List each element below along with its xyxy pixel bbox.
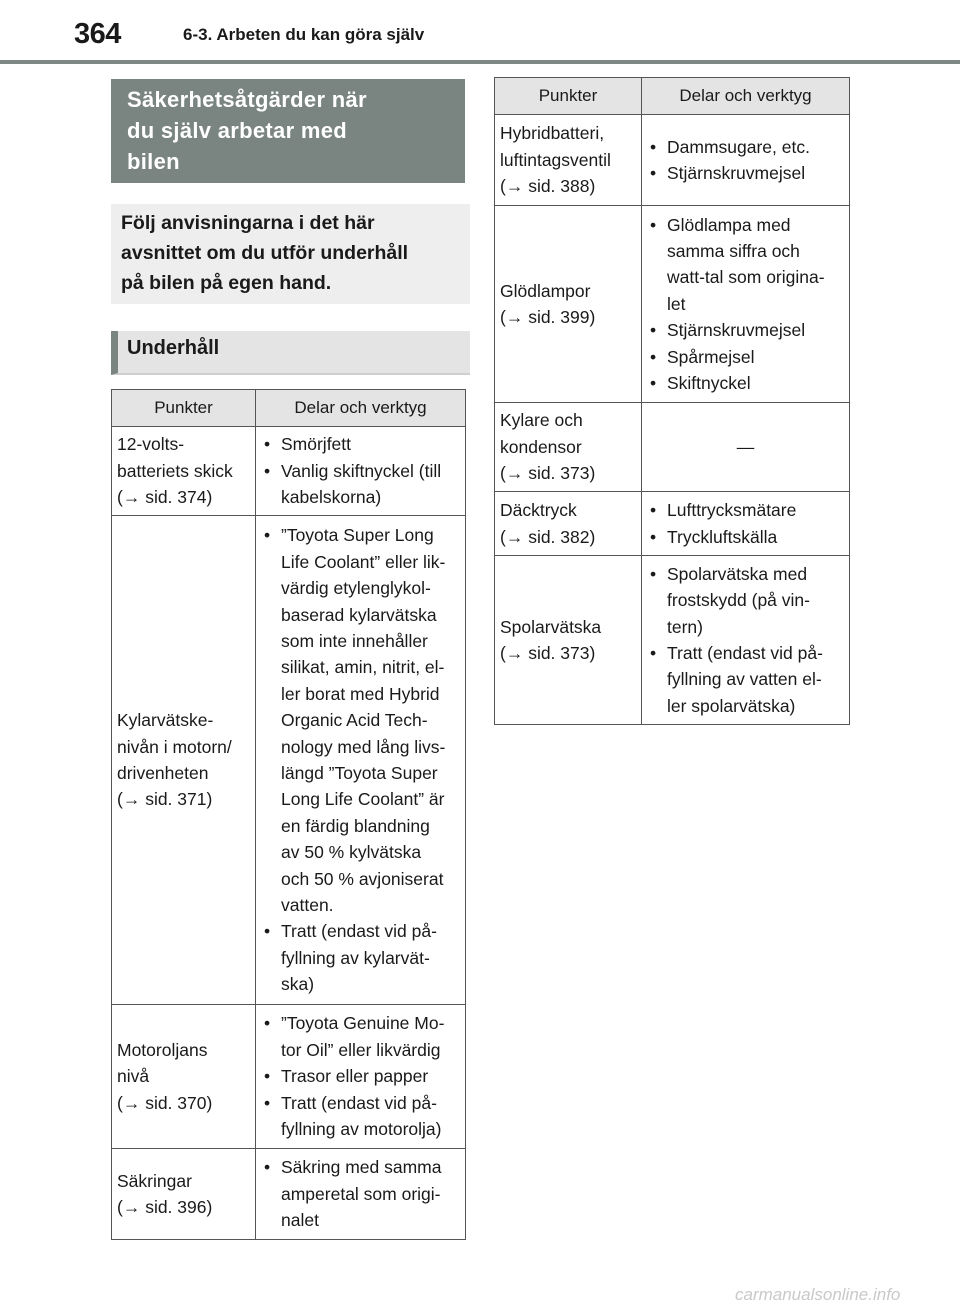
- tool-line: • Stjärnskruvmejsel: [667, 163, 806, 183]
- table-row: [495, 403, 850, 492]
- safety-heading-box: [111, 79, 465, 183]
- item-line: Kylarvätske-: [117, 710, 214, 731]
- tool-line: • ”Toyota Genuine Mo-: [281, 1013, 445, 1034]
- tool-line: • Tratt (endast vid på-: [667, 643, 823, 663]
- maintenance-subheading: Underhåll: [111, 331, 470, 375]
- item-line: nivå: [117, 1066, 150, 1087]
- tools-list: [650, 497, 846, 550]
- table-row: [495, 206, 850, 403]
- item-line: (→ sid. 373): [500, 643, 596, 663]
- table-row: [112, 516, 466, 1005]
- tools-cell: [642, 492, 850, 556]
- item-line: Hybridbatteri,: [500, 123, 605, 144]
- item-cell: [495, 115, 642, 206]
- tool-line: Organic Acid Tech-: [281, 710, 428, 731]
- table-row: [112, 427, 466, 516]
- list-item: [650, 561, 846, 640]
- list-item: [264, 431, 462, 457]
- tool-line: samma siffra och: [667, 240, 800, 261]
- item-line: (→ sid. 374): [117, 487, 213, 508]
- list-item: [264, 1010, 462, 1063]
- tools-cell: [642, 115, 850, 206]
- item-line: nivån i motorn/: [117, 736, 232, 757]
- tool-line: baserad kylarvätska: [281, 604, 437, 625]
- list-item: [650, 370, 846, 396]
- tools-cell-empty: —: [642, 403, 850, 492]
- intro-box: [111, 204, 470, 304]
- tools-list: [650, 134, 846, 187]
- tool-line: • Spårmejsel: [667, 346, 755, 367]
- tool-line: • Lufttrycksmätare: [667, 500, 797, 521]
- tools-cell: [256, 516, 466, 1005]
- item-line: batteriets skick: [117, 460, 233, 481]
- list-item: [264, 1154, 462, 1233]
- item-line: drivenheten: [117, 763, 209, 783]
- tool-line: av 50 % kylvätska: [281, 842, 422, 863]
- list-item: [264, 458, 462, 511]
- table-row: [112, 1005, 466, 1149]
- item-cell: [112, 1149, 256, 1240]
- tool-line: vatten.: [281, 895, 334, 916]
- tool-line: • Tratt (endast vid på-: [281, 921, 437, 942]
- tools-cell: [642, 206, 850, 403]
- safety-heading-line: bilen: [127, 149, 180, 174]
- list-item: [264, 1090, 462, 1143]
- tools-cell: [256, 1149, 466, 1240]
- tool-line: ler spolarvätska): [667, 695, 796, 716]
- tools-cell: [256, 427, 466, 516]
- column-header-tools: Delar och verktyg: [256, 390, 466, 427]
- table-row: [495, 115, 850, 206]
- table-header-row: [495, 78, 850, 115]
- list-item: [264, 1063, 462, 1089]
- tools-list: [264, 1154, 462, 1233]
- intro-line: Följ anvisningarna i det här: [121, 212, 375, 234]
- item-line: luftintagsventil: [500, 149, 611, 170]
- tool-line: Long Life Coolant” är: [281, 789, 445, 810]
- tools-list: [650, 212, 846, 397]
- item-cell: [495, 556, 642, 725]
- tools-cell: [642, 556, 850, 725]
- table-header-row: [112, 390, 466, 427]
- tool-line: • Tratt (endast vid på-: [281, 1092, 437, 1113]
- list-item: [650, 160, 846, 186]
- section-title: 6-3. Arbeten du kan göra själv: [183, 25, 425, 44]
- item-line: (→ sid. 371): [117, 789, 213, 810]
- tool-line: Life Coolant” eller lik-: [281, 551, 446, 572]
- tool-line: • Trasor eller papper: [281, 1066, 429, 1087]
- item-line: kondensor: [500, 436, 582, 457]
- tools-list: [264, 522, 462, 997]
- safety-heading-line: du själv arbetar med: [127, 118, 347, 143]
- tool-line: fyllning av kylarvät-: [281, 947, 430, 968]
- tool-line: • Smörjfett: [281, 434, 352, 455]
- tool-line: frostskydd (på vin-: [667, 590, 810, 611]
- tool-line: som inte innehåller: [281, 630, 428, 651]
- column-header-items: Punkter: [112, 390, 256, 427]
- tool-line: • ”Toyota Super Long: [281, 525, 434, 546]
- tools-list: [650, 561, 846, 719]
- tool-line: nology med lång livs-: [281, 736, 446, 757]
- tool-line: • Vanlig skiftnyckel (till: [281, 460, 442, 481]
- item-line: Motoroljans: [117, 1039, 208, 1060]
- list-item: [264, 522, 462, 918]
- item-line: 12-volts-: [117, 434, 185, 455]
- tool-line: let: [667, 293, 686, 314]
- tool-line: amperetal som origi-: [281, 1183, 441, 1204]
- item-line: (→ sid. 382): [500, 526, 596, 547]
- watermark: carmanualsonline.info: [735, 1285, 901, 1304]
- item-cell: [112, 427, 256, 516]
- tool-line: • Glödlampa med: [667, 214, 791, 235]
- item-line: Däcktryck: [500, 500, 577, 521]
- list-item: [650, 497, 846, 523]
- intro-line: avsnittet om du utför underhåll: [121, 242, 409, 264]
- item-line: (→ sid. 370): [117, 1092, 213, 1113]
- column-header-tools: Delar och verktyg: [642, 78, 850, 115]
- tool-line: värdig etylenglykol-: [281, 578, 431, 599]
- tool-line: längd ”Toyota Super: [281, 763, 438, 783]
- item-cell: [112, 1005, 256, 1149]
- tool-line: tor Oil” eller likvärdig: [281, 1039, 441, 1060]
- item-cell: [112, 516, 256, 1005]
- item-cell: [495, 403, 642, 492]
- list-item: [650, 640, 846, 719]
- item-cell: [495, 206, 642, 403]
- tool-line: • Spolarvätska med: [667, 563, 808, 584]
- list-item: [650, 317, 846, 343]
- list-item: [650, 134, 846, 160]
- tool-line: watt-tal som origina-: [667, 267, 825, 288]
- maintenance-table-right: [494, 77, 850, 725]
- item-line: Kylare och: [500, 410, 583, 431]
- header-divider: [0, 60, 960, 64]
- tools-cell: [256, 1005, 466, 1149]
- tool-line: • Skiftnyckel: [667, 373, 751, 394]
- tool-line: • Dammsugare, etc.: [667, 136, 810, 157]
- tool-line: • Tryckluftskälla: [667, 526, 778, 547]
- item-line: (→ sid. 388): [500, 176, 596, 197]
- intro-line: på bilen på egen hand.: [121, 272, 332, 294]
- tool-line: • Säkring med samma: [281, 1157, 442, 1178]
- item-line: Spolarvätska: [500, 616, 602, 637]
- item-line: Glödlampor: [500, 280, 591, 301]
- tool-line: kabelskorna): [281, 487, 382, 508]
- tool-line: tern): [667, 616, 703, 637]
- tools-list: [264, 1010, 462, 1142]
- table-row: [495, 556, 850, 725]
- item-line: (→ sid. 396): [117, 1197, 213, 1217]
- table-row: [495, 492, 850, 556]
- item-line: Säkringar: [117, 1170, 192, 1191]
- table-row: [112, 1149, 466, 1240]
- tool-line: silikat, amin, nitrit, el-: [281, 657, 445, 678]
- list-item: [650, 344, 846, 370]
- tool-line: en färdig blandning: [281, 815, 430, 836]
- page-header: [0, 0, 960, 64]
- item-cell: [495, 492, 642, 556]
- item-line: (→ sid. 399): [500, 307, 596, 327]
- column-header-items: Punkter: [495, 78, 642, 115]
- tool-line: nalet: [281, 1210, 319, 1231]
- tool-line: • Stjärnskruvmejsel: [667, 320, 806, 341]
- tools-list: [264, 431, 462, 510]
- maintenance-table-left: [111, 389, 466, 1240]
- safety-heading-line: Säkerhetsåtgärder när: [127, 87, 367, 112]
- list-item: [650, 524, 846, 550]
- tool-line: ska): [281, 974, 315, 995]
- tool-line: fyllning av motorolja): [281, 1119, 442, 1140]
- tool-line: fyllning av vatten el-: [667, 669, 822, 690]
- list-item: [264, 918, 462, 997]
- tool-line: ler borat med Hybrid: [281, 683, 440, 704]
- tool-line: och 50 % avjoniserat: [281, 868, 444, 889]
- list-item: [650, 212, 846, 318]
- item-line: (→ sid. 373): [500, 463, 596, 484]
- page-number: 364: [74, 18, 121, 50]
